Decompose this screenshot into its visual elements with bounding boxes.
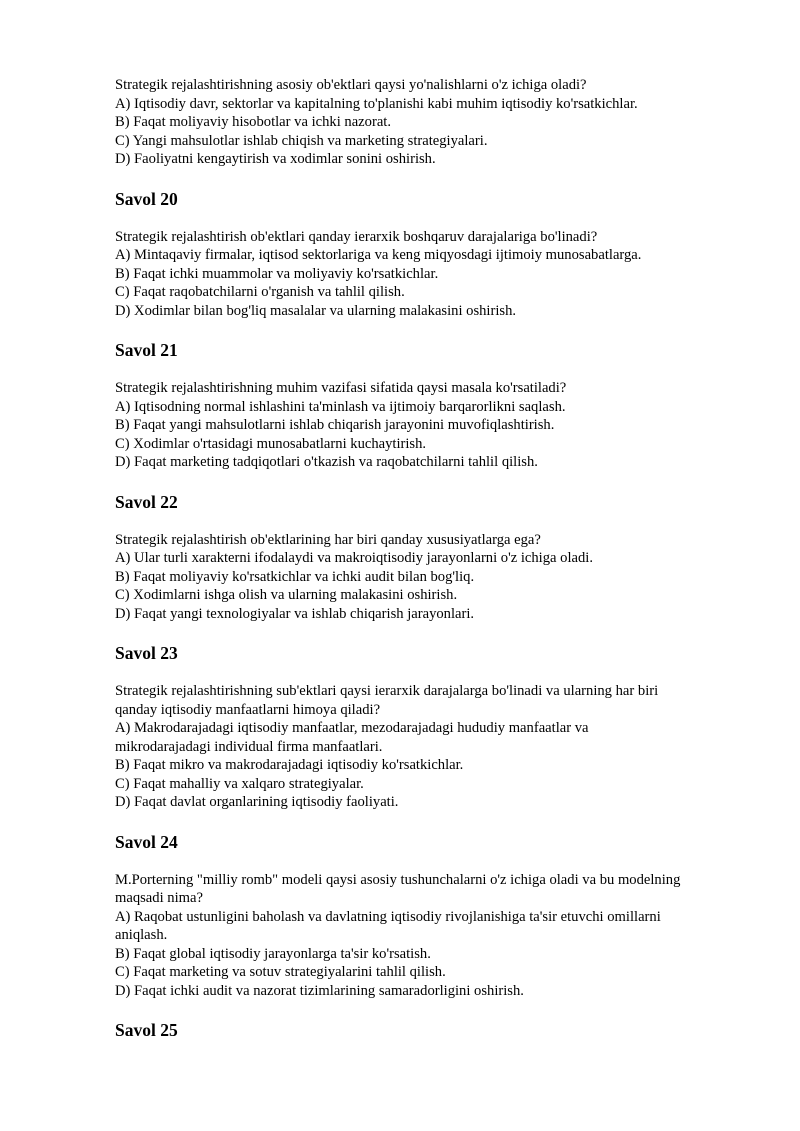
answer-option-a-continued: aniqlash. <box>115 927 168 943</box>
answer-option-b: B) Faqat moliyaviy ko'rsatkichlar va ichki audit bilan bog'liq. <box>115 568 475 585</box>
section-heading: Savol 23 <box>115 643 178 663</box>
answer-option-a: A) Makrodarajadagi iqtisodiy manfaatlar, mezodarajadagi hududiy manfaatlar va <box>115 720 589 736</box>
answer-option-c: C) Faqat marketing va sotuv strategiyalarini tahlil qilish. <box>115 964 446 980</box>
question-text-continued: maqsadi nima? <box>115 890 203 906</box>
answer-option-c: C) Yangi mahsulotlar ishlab chiqish va marketing strategiyalari. <box>115 132 488 149</box>
answer-option-b: B) Faqat ichki muammolar va moliyaviy ko'rsatkichlar. <box>115 265 439 282</box>
question-text: Strategik rejalashtirishning sub'ektlari qaysi ierarxik darajalarga bo'linadi va ularning har biri <box>115 683 659 699</box>
section-heading: Savol 21 <box>115 340 178 360</box>
answer-option-d: D) Faqat marketing tadqiqotlari o'tkazish va raqobatchilarni tahlil qilish. <box>115 454 538 470</box>
answer-option-d: D) Faqat davlat organlarining iqtisodiy faoliyati. <box>115 794 399 810</box>
question-text: Strategik rejalashtirish ob'ektlarining har biri qanday xususiyatlarga ega? <box>115 531 541 548</box>
answer-option-d: D) Faoliyatni kengaytirish va xodimlar sonini oshirish. <box>115 151 436 167</box>
document-page <box>115 76 745 1041</box>
question-block-19 <box>115 76 745 169</box>
answer-option-d: D) Faqat yangi texnologiyalar va ishlab chiqarish jarayonlari. <box>115 605 475 622</box>
question-text: Strategik rejalashtirishning asosiy ob'ektlari qaysi yo'nalishlarni o'z ichiga oladi? <box>115 77 587 93</box>
answer-option-d: D) Faqat ichki audit va nazorat tizimlarining samaradorligini oshirish. <box>115 982 524 999</box>
question-text: M.Porterning "milliy romb" modeli qaysi asosiy tushunchalarni o'z ichiga oladi va bu modelning <box>115 871 681 888</box>
section-heading: Savol 22 <box>115 491 178 512</box>
section-heading: Savol 25 <box>115 1020 178 1040</box>
answer-option-c: C) Faqat mahalliy va xalqaro strategiyalar. <box>115 775 364 792</box>
question-block-20 <box>115 228 745 321</box>
answer-option-b: B) Faqat yangi mahsulotlarni ishlab chiqarish jarayonini muvofiqlashtirish. <box>115 417 555 433</box>
answer-option-a: A) Mintaqaviy firmalar, iqtisod sektorlariga va keng miqyosdagi ijtimoiy munosabatlarga. <box>115 247 642 263</box>
answer-option-d: D) Xodimlar bilan bog'liq masalalar va ularning malakasini oshirish. <box>115 302 517 319</box>
question-block-24 <box>115 871 745 1001</box>
section-heading: Savol 20 <box>115 188 178 209</box>
answer-option-c: C) Faqat raqobatchilarni o'rganish va tahlil qilish. <box>115 284 405 300</box>
section-heading: Savol 24 <box>115 831 178 852</box>
answer-option-b: B) Faqat mikro va makrodarajadagi iqtisodiy ko'rsatkichlar. <box>115 757 464 773</box>
answer-option-b: B) Faqat moliyaviy hisobotlar va ichki nazorat. <box>115 114 391 130</box>
answer-option-a: A) Iqtisodiy davr, sektorlar va kapitalning to'planishi kabi muhim iqtisodiy ko'rsatkichlar. <box>115 95 638 112</box>
answer-option-a-continued: mikrodarajadagi individual firma manfaatlari. <box>115 738 383 755</box>
question-block-21 <box>115 379 745 472</box>
answer-option-b: B) Faqat global iqtisodiy jarayonlarga ta'sir ko'rsatish. <box>115 945 431 962</box>
question-text-continued: qanday iqtisodiy manfaatlarni himoya qiladi? <box>115 701 381 718</box>
answer-option-c: C) Xodimlar o'rtasidagi munosabatlarni kuchaytirish. <box>115 435 427 452</box>
question-text: Strategik rejalashtirish ob'ektlari qanday ierarxik boshqaruv darajalariga bo'linadi? <box>115 228 598 245</box>
answer-option-a: A) Raqobat ustunligini baholash va davlatning iqtisodiy rivojlanishiga ta'sir etuvchi omillarni <box>115 908 661 925</box>
question-text: Strategik rejalashtirishning muhim vazifasi sifatida qaysi masala ko'rsatiladi? <box>115 380 567 396</box>
question-block-23 <box>115 682 745 812</box>
question-block-22 <box>115 531 745 624</box>
answer-option-c: C) Xodimlarni ishga olish va ularning malakasini oshirish. <box>115 587 458 603</box>
answer-option-a: A) Iqtisodning normal ishlashini ta'minlash va ijtimoiy barqarorlikni saqlash. <box>115 398 566 415</box>
answer-option-a: A) Ular turli xarakterni ifodalaydi va makroiqtisodiy jarayonlarni o'z ichiga oladi. <box>115 550 593 566</box>
